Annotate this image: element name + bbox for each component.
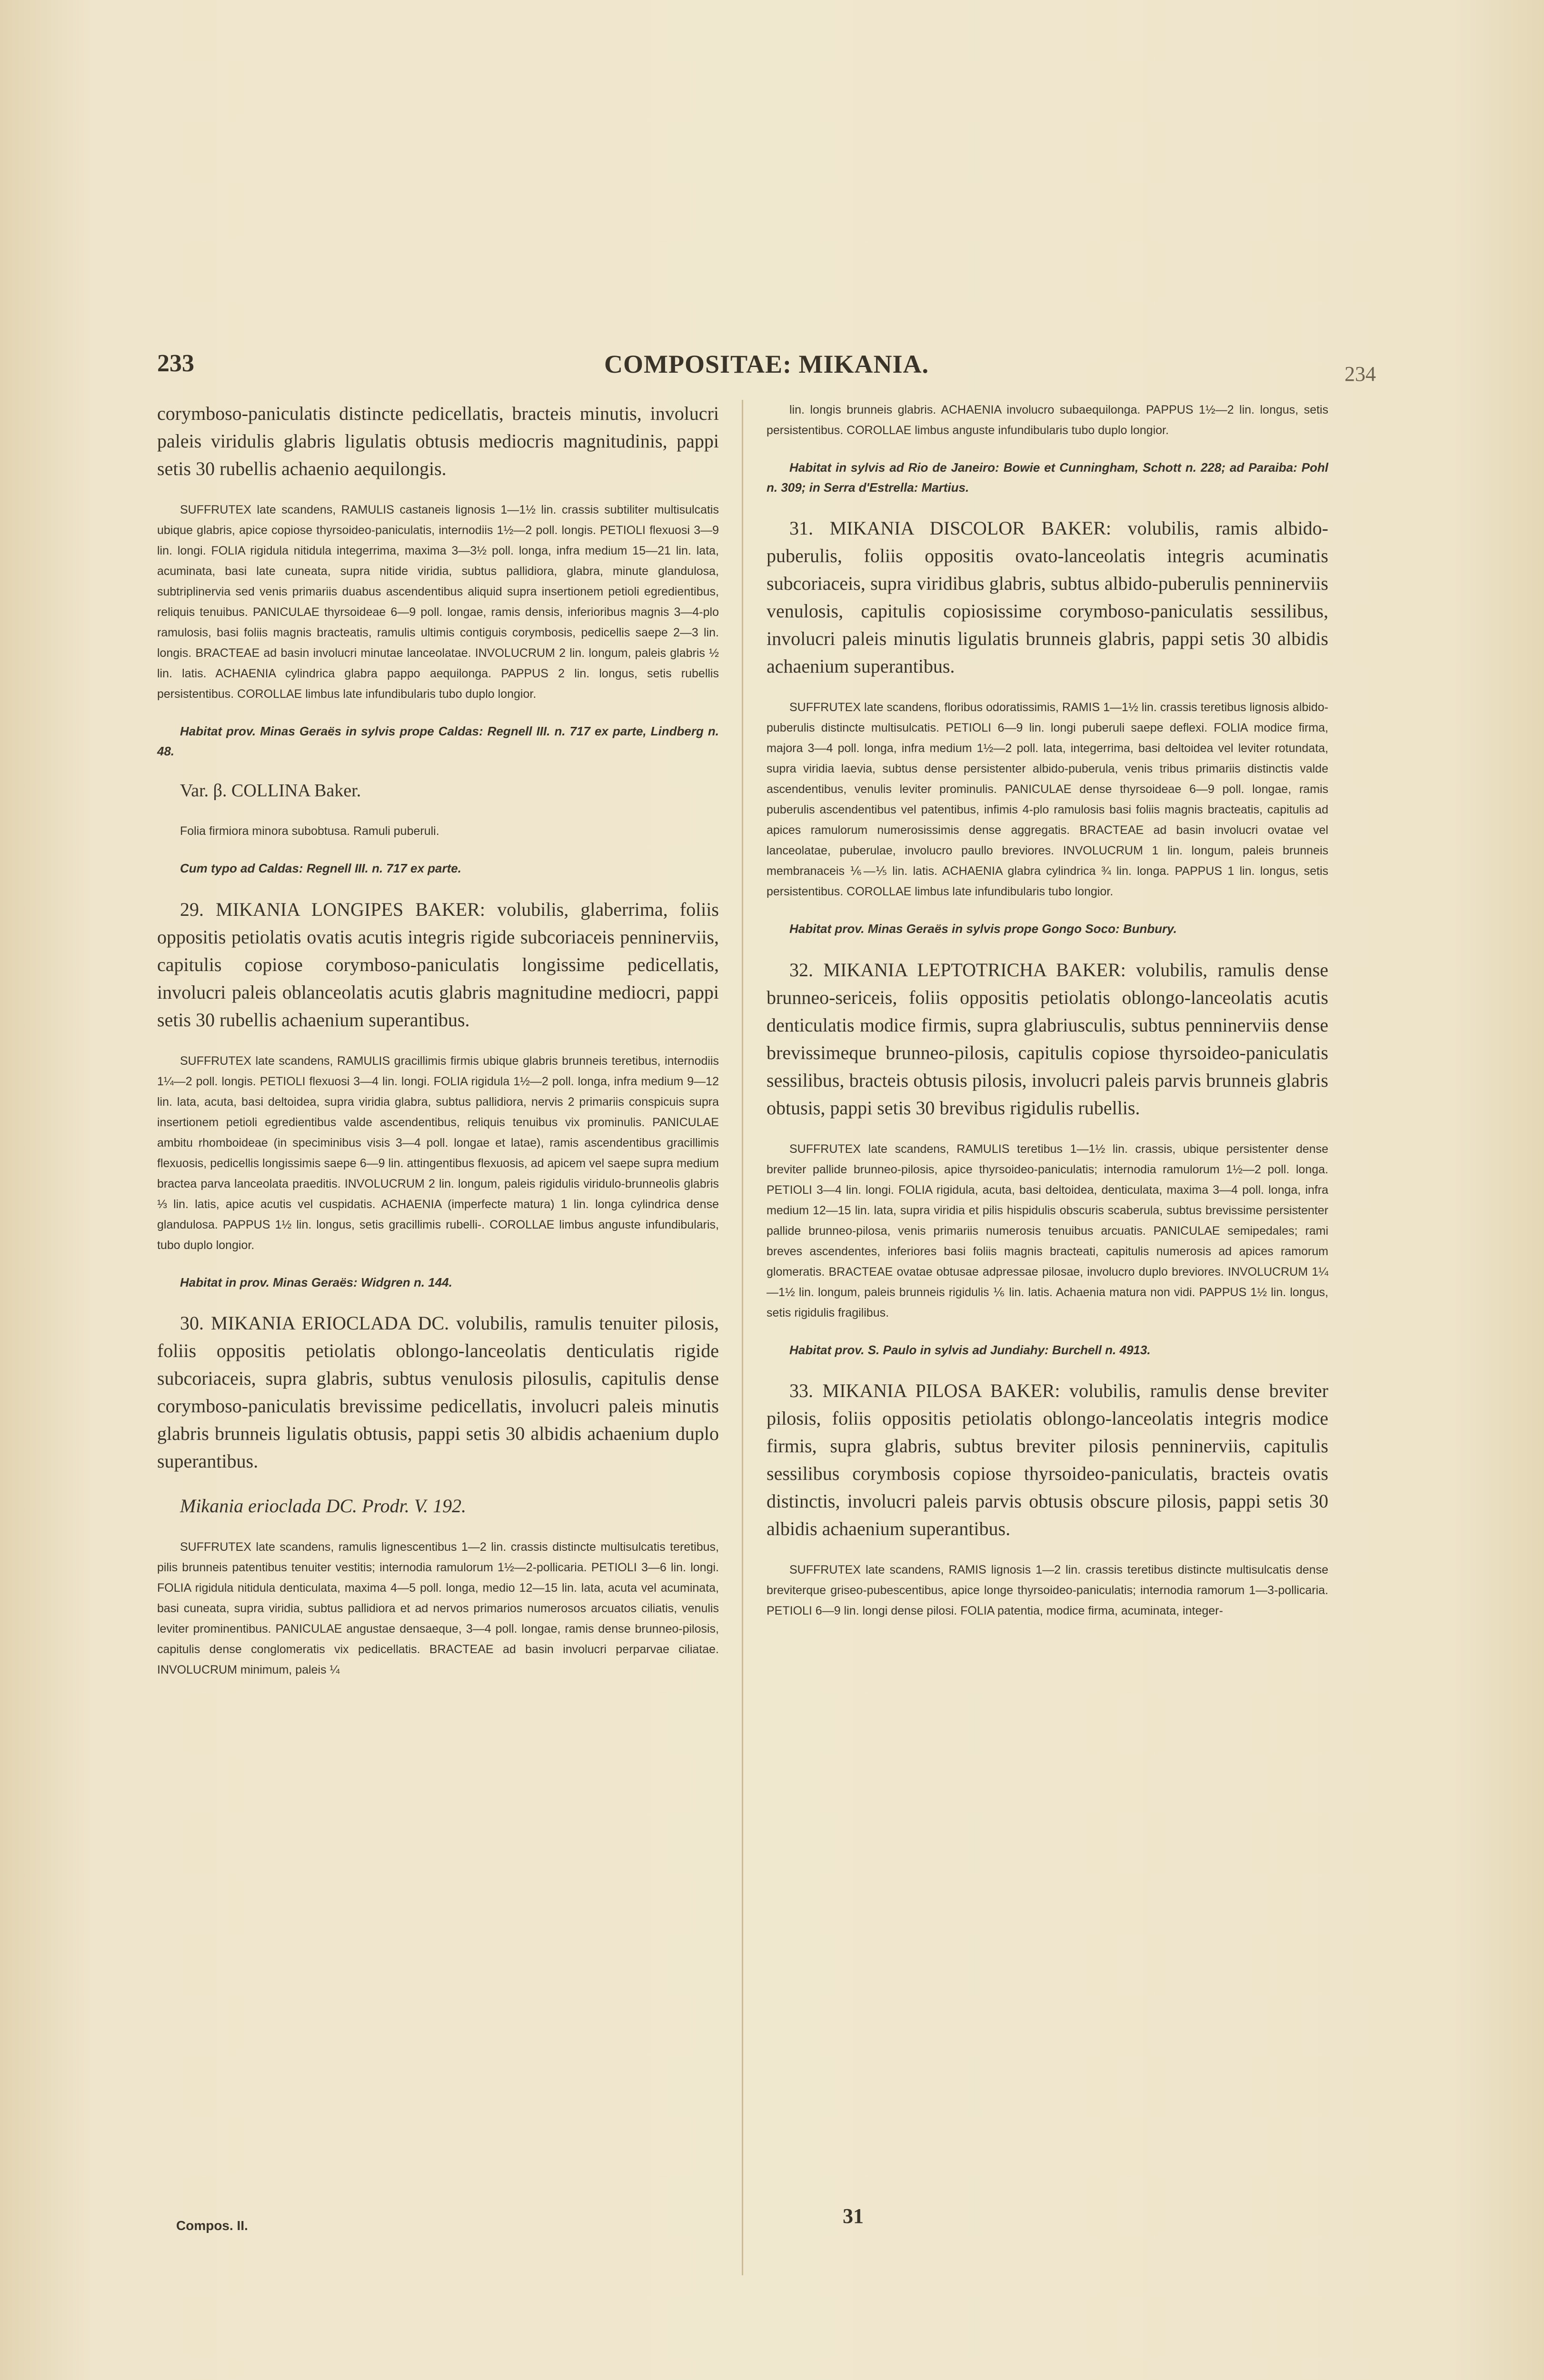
species-30-habitat: Habitat in sylvis ad Rio de Janeiro: Bowie et Cunningham, Schott n. 228; ad Paraiba: Pohl n. 309; in Serra d'Estrella: Martius. — [767, 460, 1328, 495]
species-33-heading: 33. MIKANIA PILOSA BAKER: volubilis, ramulis dense breviter pilosis, foliis oppositis petiolatis oblongo-lanceolatis integris modice firmis, supra glabris, subtus breviter pilosis penninerviis, capitulis sessilibus corymbosis copiose thyrsoideo-paniculatis, bracteis ovatis distinctis, involucri paleis parvis obtusis obscure pilosis, pappi setis 30 albidis achaenium superantibus. — [767, 1380, 1328, 1540]
running-title: COMPOSITAE: MIKANIA. — [604, 350, 929, 378]
left-column — [157, 400, 719, 1697]
species-30-description: SUFFRUTEX late scandens, ramulis lignescentibus 1—2 lin. crassis distincte multisulcatis teretibus, pilis brunneis patentibus tenuiter vestitis; internodia ramulorum 1½—2-pollicaria. PETIOLI 3—6 lin. longi. FOLIA rigidula nitidula denticulata, maxima 4—5 poll. longa, medio 12—15 lin. lata, acuta vel acuminata, basi cuneata, supra viridia, subtus pallidiora et ad nervos primarios numerosos arcuatos ciliatis, venulis leviter prominentibus. PANICULAE angustae densaeque, 3—4 poll. longae, ramis dense brunneo-pilosis, capitulis dense conglomeratis vix pedicellatis. BRACTEAE ad basin involucri perparvae ciliatae. INVOLUCRUM minimum, paleis ¼ — [157, 1540, 719, 1677]
species-32-description: SUFFRUTEX late scandens, RAMULIS teretibus 1—1½ lin. crassis, ubique persistenter dense breviter pallide brunneo-pilosis, apice thyrsoideo-paniculatis; internodia ramulorum 1½—2 poll. longa. PETIOLI 3—4 lin. longi. FOLIA rigidula, acuta, basi deltoidea, denticulata, maxima 3—4 poll. longa, infra medium 12—15 lin. lata, supra viridia et pilis hispidulis obscuris scaberula, subtus brevissime persistenter pallide brunneo-pilosa, venis primariis numerosis tenuibus arcuatis. PANICULAE semipedales; rami breves ascendentes, inferiores basi foliis magnis bracteati, capitulis numerosis ad apices ramorum glomeratis. BRACTEAE ovatae obtusae adpressae pilosae, involucro duplo breviores. INVOLUCRUM 1¼—1½ lin. longum, paleis brunneis rigidulis ⅙ lin. latis. Achaenia matura non vidi. PAPPUS 1½ lin. longus, setis rigidulis fragilibus. — [767, 1142, 1328, 1319]
species-29-habitat: Habitat in prov. Minas Geraës: Widgren n. 144. — [180, 1275, 452, 1289]
species-28-description: SUFFRUTEX late scandens, RAMULIS castaneis lignosis 1—1½ lin. crassis subtiliter multisulcatis ubique glabris, apice copiose thyrsoideo-paniculatis, internodiis 1½—2 poll. longis. PETIOLI flexuosi 3—9 lin. longi. FOLIA rigidula nitidula integerrima, maxima 3—3½ poll. longa, infra medium 15—21 lin. lata, acuminata, basi late cuneata, supra nitide viridia, subtus pallidiora, glabra, minute glandulosa, subtriplinervia sed venis primariis duabus ascendentibus aliquid supra insertionem petioli egredientibus, reliquis tenuibus. PANICULAE thyrsoideae 6—9 poll. longae, ramis densis, inferioribus magnis 3—4-plo ramulosis, basi foliis magnis bracteatis, ramulis ultimis contiguis corymbosis, pedicellis saepe 2—3 lin. longis. BRACTEAE ad basin involucri minutae lanceolatae. INVOLUCRUM 2 lin. longum, paleis glabris ½ lin. latis. ACHAENIA cylindrica glabra pappo aequilonga. PAPPUS 2 lin. longus, setis rubellis persistentibus. COROLLAE limbus late infundibularis tubo duplo longior. — [157, 503, 719, 701]
species-30-description-end: lin. longis brunneis glabris. ACHAENIA involucro subaequilonga. PAPPUS 1½—2 lin. longus, setis persistentibus. COROLLAE limbus anguste infundibularis tubo duplo longior. — [767, 403, 1328, 437]
right-column — [767, 400, 1328, 1638]
variety-habitat: Cum typo ad Caldas: Regnell III. n. 717 ex parte. — [180, 861, 461, 876]
species-29-heading: 29. MIKANIA LONGIPES BAKER: volubilis, glaberrima, foliis oppositis petiolatis ovatis acutis integris rigide subcoriaceis penninerviis, capitulis copiose corymboso-paniculatis longissime pedicellatis, involucri paleis oblanceolatis acutis glabris magnitudine mediocri, pappi setis 30 rubellis achaenium superantibus. — [157, 898, 719, 1031]
signature-mark: 31 — [843, 2204, 864, 2228]
page-header — [157, 347, 1376, 390]
species-30-synonym: Mikania erioclada DC. Prodr. V. 192. — [180, 1495, 467, 1517]
species-32-habitat: Habitat prov. S. Paulo in sylvis ad Jundiahy: Burchell n. 4913. — [789, 1342, 1151, 1357]
footer-volume: Compos. II. — [176, 2218, 248, 2233]
species-29-description: SUFFRUTEX late scandens, RAMULIS gracillimis firmis ubique glabris brunneis teretibus, internodiis 1¼—2 poll. longis. PETIOLI flexuosi 3—4 lin. longi. FOLIA rigidula 1½—2 poll. longa, infra medium 9—12 lin. lata, acuta, basi deltoidea, supra viridia glabra, subtus pallidiora, nervis 2 primariis conspicuis supra insertionem petioli egredientibus valde ascendentibus, reliquis tenuibus vix prominulis. PANICULAE ambitu rhomboideae (in speciminibus visis 3—4 poll. longae et latae), ramis ascendentibus gracillimis flexuosis, pedicellis longissimis saepe 6—9 lin. attingentibus flexuosis, ad apicem vel saepe supra medium bractea parva lanceolata praeditis. INVOLUCRUM 2 lin. longum, paleis rigidulis viridulo-brunneolis glabris ⅓ lin. latis, apice acutis vel cuspidatis. ACHAENIA (imperfecte matura) 1 lin. longa cylindrica dense glandulosa. PAPPUS 1½ lin. longus, setis gracillimis rubelli-. COROLLAE limbus anguste infundibularis, tubo duplo longior. — [157, 1054, 719, 1252]
variety-heading: Var. β. COLLINA Baker. — [180, 781, 361, 801]
species-31-heading: 31. MIKANIA DISCOLOR BAKER: volubilis, ramis albido-puberulis, foliis oppositis ovato-lanceolatis integris acuminatis subcoriaceis, supra viridibus glabris, subtus albido-puberulis penninerviis venulosis, capitulis copiosissime corymboso-paniculatis sessilibus, involucri paleis minutis ligulatis brunneis glabris, pappi setis 30 albidis achaenium superantibus. — [767, 517, 1328, 677]
page-number-right: 234 — [1345, 362, 1376, 386]
species-33-description: SUFFRUTEX late scandens, RAMIS lignosis 1—2 lin. crassis teretibus distincte multisulcatis dense breviterque griseo-pubescentibus, apice longe thyrsoideo-paniculatis; internodia ramorum 1—3-pollicaria. PETIOLI 6—9 lin. longi dense pilosi. FOLIA patentia, modice firma, acuminata, integer- — [767, 1563, 1328, 1618]
species-28-habitat: Habitat prov. Minas Geraës in sylvis prope Caldas: Regnell III. n. 717 ex parte, Lindberg n. 48. — [157, 724, 719, 758]
column-divider — [742, 400, 743, 2275]
species-31-habitat: Habitat prov. Minas Geraës in sylvis prope Gongo Soco: Bunbury. — [789, 922, 1177, 936]
species-30-heading: 30. MIKANIA ERIOCLADA DC. volubilis, ramulis tenuiter pilosis, foliis oppositis petiolatis oblongo-lanceolatis denticulatis rigide subcoriaceis, supra glabris, subtus venulosis pilosulis, capitulis dense corymboso-paniculatis brevissime pedicellatis, involucri paleis minutis glabris brunneis ligulatis obtusis, pappi setis 30 albidis achaenium duplo superantibus. — [157, 1312, 719, 1472]
variety-description: Folia firmiora minora subobtusa. Ramuli puberuli. — [180, 824, 439, 838]
species-32-heading: 32. MIKANIA LEPTOTRICHA BAKER: volubilis, ramulis dense brunneo-sericeis, foliis oppositis petiolatis oblongo-lanceolatis acutis denticulatis modice firmis, supra glabriusculis, subtus penninerviis dense brevissimeque brunneo-pilosis, capitulis copiose thyrsoideo-paniculatis sessilibus, bracteis obtusis pilosis, involucri paleis parvis brunneis glabris obtusis, pappi setis 30 brevibus rigidulis rubellis. — [767, 959, 1328, 1119]
species-28-diagnosis-end: corymboso-paniculatis distincte pedicellatis, bracteis minutis, involucri paleis viridulis glabris ligulatis obtusis mediocris magnitudinis, pappi setis 30 rubellis achaenio aequilongis. — [157, 403, 719, 479]
page-number-left: 233 — [157, 350, 194, 377]
species-31-description: SUFFRUTEX late scandens, floribus odoratissimis, RAMIS 1—1½ lin. crassis teretibus lignosis albido-puberulis distincte multisulcatis. PETIOLI 6—9 lin. longi puberuli saepe deflexi. FOLIA modice firma, majora 3—4 poll. longa, infra medium 1½—2 poll. lata, integerrima, basi deltoidea vel leviter rotundata, supra viridia laevia, subtus dense persistenter albido-puberula, venis tribus primariis distinctis valde ascendentibus, venulis leviter prominulis. PANICULAE dense thyrsoideae 6—9 poll. longae, ramis puberulis ascendentibus vel patentibus, infimis 4-plo ramulosis basi foliis magnis bracteatis, capitulis ad apices ramulorum numerosissimis dense aggregatis. BRACTEAE ad basin involucri ovatae vel lanceolatae, puberulae, involucro paullo breviores. INVOLUCRUM 1 lin. longum, paleis brunneis membranaceis ⅙—⅕ lin. latis. ACHAENIA glabra cylindrica ¾ lin. longa. PAPPUS 1 lin. longus, setis persistentibus. COROLLAE limbus late infundibularis tubo longior. — [767, 701, 1328, 899]
